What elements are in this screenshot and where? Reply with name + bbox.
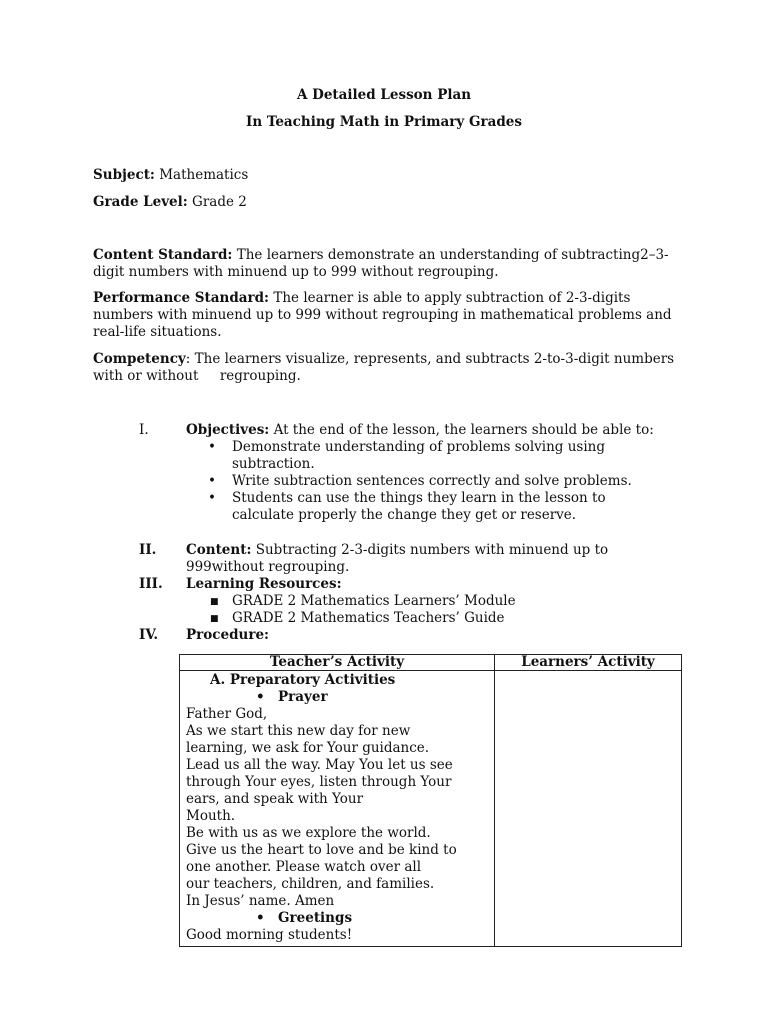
section-number-resources: III. [139,576,163,592]
objectives-intro: At the end of the lesson, the learners should be able to: [269,422,654,438]
document-subtitle: In Teaching Math in Primary Grades [246,114,522,130]
teacher-activity-cell [180,671,495,947]
performance-standard [93,290,683,341]
greetings-heading: • Greetings [256,910,353,926]
bullet-icon: • [256,910,265,926]
subject-value: Mathematics [154,167,249,183]
list-item: ■ GRADE 2 Mathematics Teachers’ Guide [210,610,505,626]
content-standard-text: The learners demonstrate an understanding of subtracting2–3-digit numbers with minuend up to 999 without regrouping. [93,247,669,280]
resources-list [186,593,666,627]
content-label: Content: [186,542,252,558]
grade-level-label: Grade Level: [93,194,188,210]
performance-standard-text: The learner is able to apply subtraction of 2-3-digits numbers with minuend up to 999 without regrouping in mathematical problems and real-life situations. [93,290,672,340]
prayer-line: learning, we ask for Your guidance. [186,740,430,756]
objectives-list [186,439,666,524]
content-standard [93,247,683,281]
procedure-label: Procedure: [186,627,270,643]
list-item: • Write subtraction sentences correctly and solve problems. [208,473,632,489]
table-row [180,671,682,947]
list-item: ■ GRADE 2 Mathematics Learners’ Module [210,593,516,609]
section-number-procedure: IV. [139,627,159,643]
subject-field [93,167,683,184]
prayer-heading: • Prayer [256,689,328,705]
prayer-line: ears, and speak with Your [186,791,364,807]
grade-level-value: Grade 2 [187,194,247,210]
content-text: Subtracting 2-3-digits numbers with minuend up to 999without regrouping. [186,542,609,575]
teacher-activity-header: Teacher’s Activity [180,655,495,671]
square-bullet-icon: ■ [210,597,219,607]
document-title: A Detailed Lesson Plan [296,87,472,103]
procedure-heading [186,627,686,644]
competency-label: Competency [93,351,186,367]
prayer-line: Father God, [186,706,268,722]
learners-activity-cell [495,671,682,947]
prayer-line: our teachers, children, and families. [186,876,435,892]
section-number-content: II. [139,542,157,558]
learners-activity-header: Learners’ Activity [495,655,682,671]
list-item: • Demonstrate understanding of problems solving using subtraction. [208,439,605,472]
prayer-line: one another. Please watch over all [186,859,422,875]
resources-label: Learning Resources: [186,576,342,592]
competency [93,351,683,385]
prayer-line: Lead us all the way. May You let us see [186,757,453,773]
preparatory-activities-heading: A. Preparatory Activities [210,672,396,688]
prayer-line: In Jesus’ name. Amen [186,893,335,909]
prayer-line: Be with us as we explore the world. [186,825,431,841]
prayer-line: Mouth. [186,808,236,824]
bullet-icon: • [208,439,216,455]
competency-text: : The learners visualize, represents, and subtracts 2-to-3-digit numbers with or without regrouping. [93,351,679,384]
procedure-table [179,654,682,947]
performance-standard-label: Performance Standard: [93,290,270,306]
prayer-line: As we start this new day for new [186,723,411,739]
bullet-icon: • [208,473,216,489]
objectives-heading [186,422,686,439]
resources-heading [186,576,686,593]
grade-level-field [93,194,683,211]
content-section [186,542,646,576]
subject-label: Subject: [93,167,155,183]
section-number-objectives: I. [139,422,149,438]
bullet-icon: • [208,490,216,506]
prayer-line: through Your eyes, listen through Your [186,774,452,790]
objectives-label: Objectives: [186,422,270,438]
content-standard-label: Content Standard: [93,247,233,263]
bullet-icon: • [256,689,265,705]
greetings-line: Good morning students! [186,927,353,943]
prayer-line: Give us the heart to love and be kind to [186,842,457,858]
square-bullet-icon: ■ [210,614,219,624]
list-item: • Students can use the things they learn in the lesson to calculate properly the change they get or reserve. [208,490,606,523]
table-header-row [180,655,682,671]
